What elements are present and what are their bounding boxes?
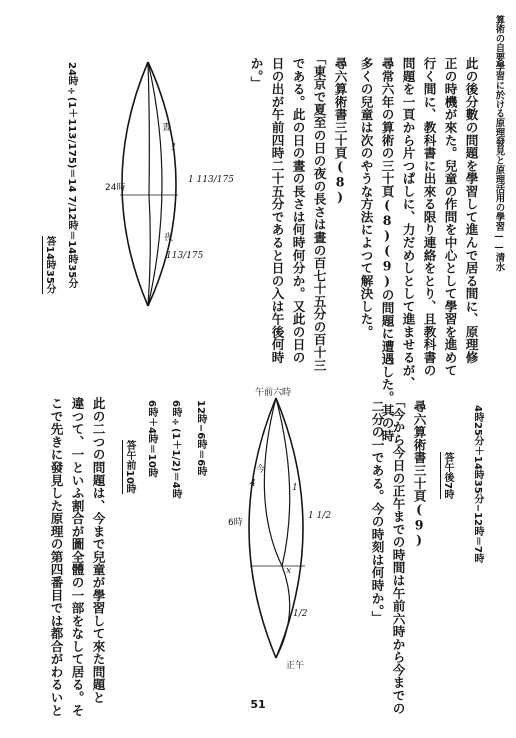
- answer-label: 答午後7時: [442, 452, 453, 499]
- problem-line: 二分の一である。今の時刻は何時か。」: [369, 400, 385, 624]
- total-label: 24時: [105, 183, 126, 193]
- now-label: 今: [256, 465, 266, 475]
- answer-label: 答午前10時: [124, 440, 135, 494]
- outer-ratio: 1 1/2: [308, 511, 332, 521]
- half-ratio: 1/2: [293, 609, 308, 619]
- diagram-outer-arc: [249, 398, 276, 658]
- paragraph-line: 尋常六年の算術の三十頁(8)(9)の問題に遭遇した。其の時: [379, 57, 395, 443]
- problem-heading: 尋六算術書三十頁(8): [332, 57, 348, 205]
- mid-ratio: 1: [292, 483, 298, 493]
- diagram-answer: 答14時35分: [44, 236, 55, 294]
- problem-heading: 尋六算術書三十頁(9): [411, 400, 427, 548]
- solution-formula: 6時＋4時＝10時: [146, 400, 157, 478]
- solution-formula: 12時−6時＝6時: [195, 400, 206, 477]
- problem-line: か。」: [248, 57, 264, 90]
- paragraph-line: 違つて、一といふ割合が圖全體の一部をなして居る。そ: [69, 397, 85, 717]
- paragraph-line: 正の時機が來た。兒童の作問を中心として學習を進めて: [442, 57, 458, 377]
- problem-line: 日の出が午前四時二十五分であると日の入は午後何時: [269, 57, 285, 364]
- problem-line: 「今から今日の正午までの時間は午前六時から今までの: [390, 395, 406, 715]
- day-label: 晝: [162, 123, 172, 133]
- paragraph-line: 多くの兒童は次のやうな方法によつて解決した。: [358, 57, 374, 339]
- now-ratio: 4: [250, 479, 256, 489]
- paragraph-line: 行く間に、教科書に出來る限り連絡をとり、且教科書の: [421, 57, 437, 377]
- outer-ratio: 1 113/175: [188, 175, 234, 185]
- problem-line: 「東京で夏至の日の夜の長さは晝の百七十五分の百十三: [311, 52, 327, 372]
- paragraph-line: 此の後分數の問題を學習して進んで居る間に、原理修: [463, 57, 479, 364]
- top-label: 午前六時: [255, 388, 292, 398]
- problem-line: である。此の日の晝の長さは何時何分か。又此の日の: [290, 57, 306, 364]
- solution-formula: 6時÷(1＋1/2)＝4時: [170, 400, 181, 499]
- paragraph-line: 此の二つの問題は、今まで兒童が學習して來た問題と: [90, 397, 106, 704]
- page-number: 51: [250, 698, 266, 711]
- day-ratio: 1: [171, 143, 177, 153]
- night-label: 夜: [164, 233, 174, 243]
- diagram-formula: 24時÷(1＋113/175)＝14 7/12時＝14時35分: [66, 62, 77, 289]
- unknown-mark: x: [286, 566, 292, 576]
- diagram-inner-arc: [276, 398, 290, 566]
- night-ratio: 113/175: [166, 251, 204, 261]
- diagram-divider-arc: [276, 566, 290, 658]
- noon-label: 正午: [286, 661, 305, 671]
- diagram-outer-arc: [276, 398, 303, 658]
- running-header: 算術の自要學習に於ける原理發見と原理活用の學習——清水: [493, 15, 505, 272]
- six-hours-label: 6時: [228, 518, 243, 528]
- paragraph-line: こで先きに發見した原理の第四番目では都合がわるいと: [48, 397, 64, 717]
- solution-formula: 4時25分＋14時35分−12時＝7時: [472, 405, 483, 563]
- paragraph-line: 問題を一頁から片つぱしに、力だめしとして進ませるが、: [400, 57, 416, 390]
